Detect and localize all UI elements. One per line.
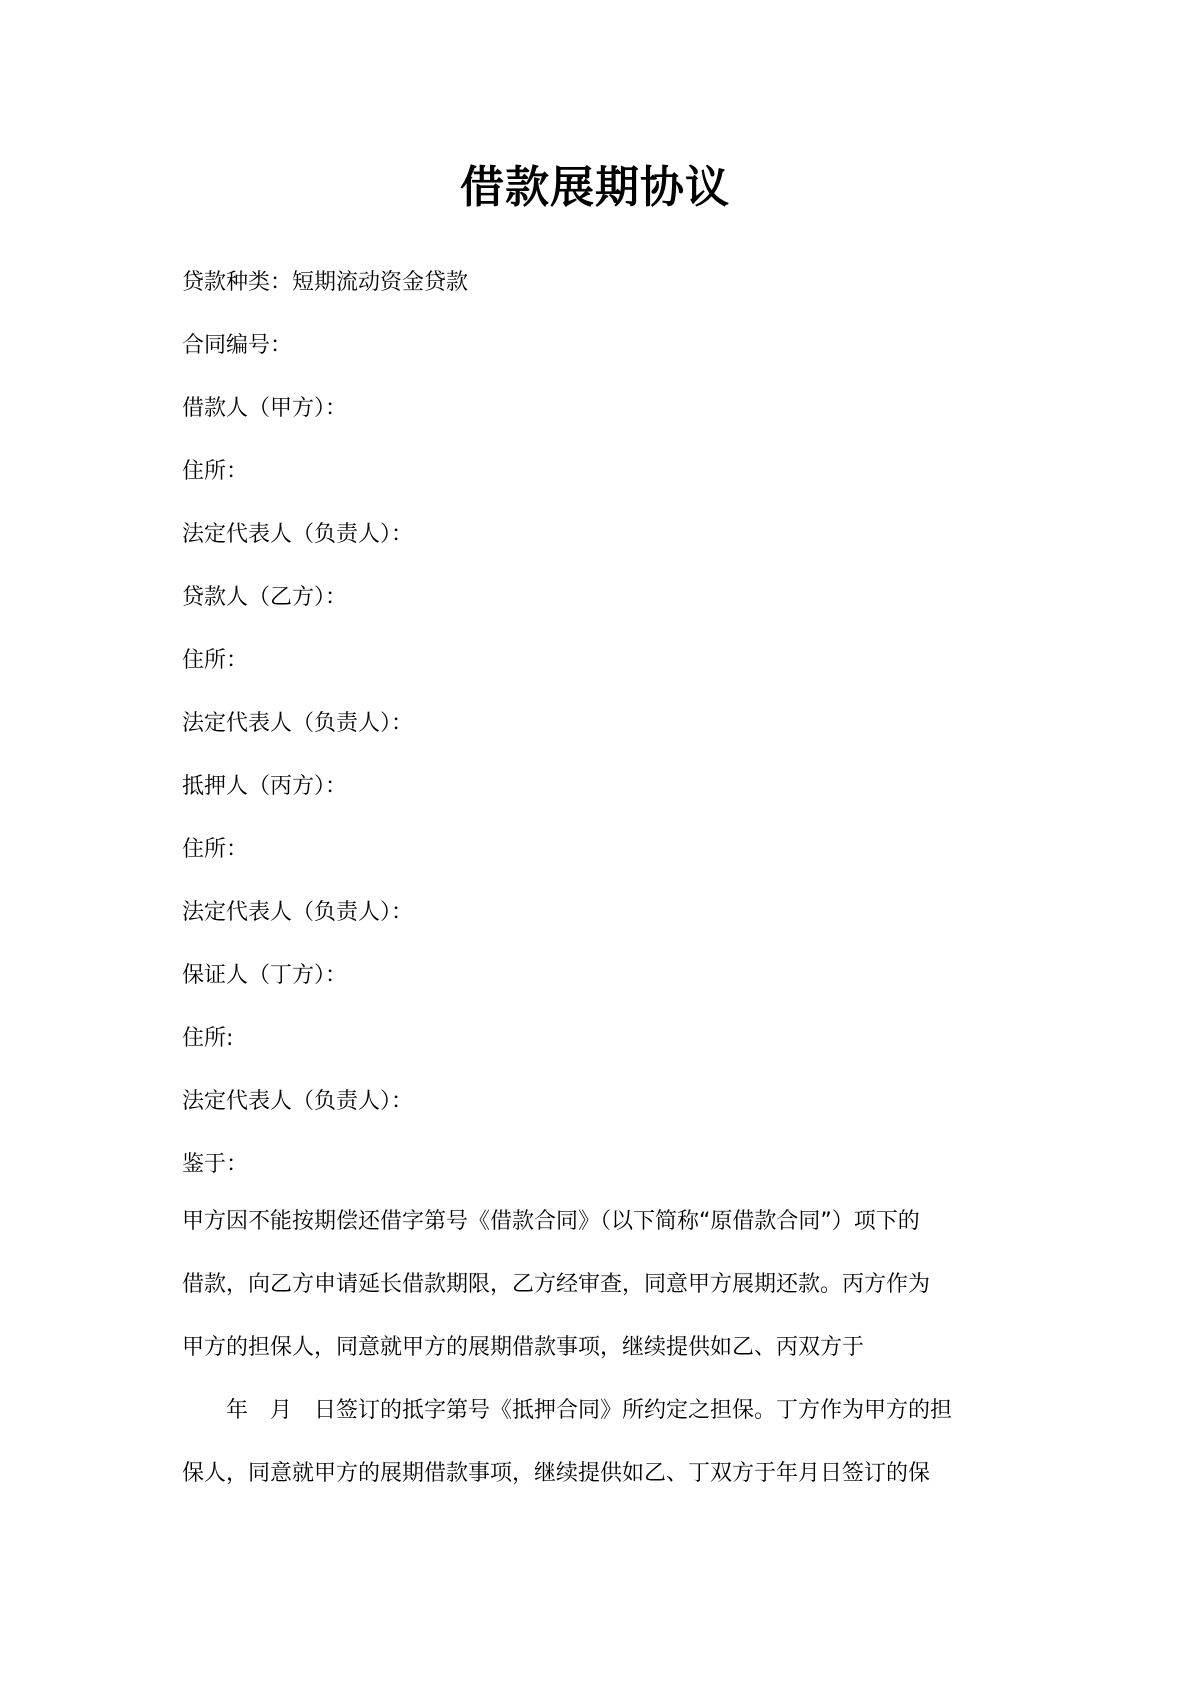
field-loan-type: 贷款种类：短期流动资金贷款 [182, 270, 469, 295]
field-contract-number: 合同编号： [182, 333, 293, 358]
field-lender: 贷款人（乙方）： [182, 585, 348, 610]
field-borrower-representative: 法定代表人（负责人）： [182, 522, 414, 547]
whereas-paragraph [182, 1202, 1022, 1517]
field-guarantor: 保证人（丁方）： [182, 963, 348, 988]
field-guarantor-address: 住所: [182, 1026, 234, 1051]
party-fields [182, 263, 1022, 1208]
paragraph-line: 借款，向乙方申请延长借款期限，乙方经审查，同意甲方展期还款。丙方作为 [182, 1272, 931, 1297]
paragraph-line: 甲方的担保人，同意就甲方的展期借款事项，继续提供如乙、丙双方于 [182, 1335, 865, 1360]
field-whereas: 鉴于： [182, 1152, 249, 1177]
field-mortgagor-representative: 法定代表人（负责人）： [182, 900, 414, 925]
field-mortgagor: 抵押人（丙方）： [182, 774, 348, 799]
paragraph-line: 年 月 日签订的抵字第号《抵押合同》所约定之担保。丁方作为甲方的担 [226, 1398, 953, 1423]
paragraph-line: 保人，同意就甲方的展期借款事项，继续提供如乙、丁双方于年月日签订的保 [182, 1461, 931, 1486]
field-lender-address: 住所： [182, 648, 249, 673]
document-title: 借款展期协议 [460, 162, 730, 213]
field-lender-representative: 法定代表人（负责人）： [182, 711, 414, 736]
paragraph-line: 甲方因不能按期偿还借字第号《借款合同》（以下简称“原借款合同”）项下的 [182, 1209, 920, 1234]
field-guarantor-representative: 法定代表人（负责人）： [182, 1089, 414, 1114]
field-borrower-address: 住所： [182, 459, 249, 484]
field-borrower: 借款人（甲方）： [182, 396, 348, 421]
field-mortgagor-address: 住所： [182, 837, 249, 862]
